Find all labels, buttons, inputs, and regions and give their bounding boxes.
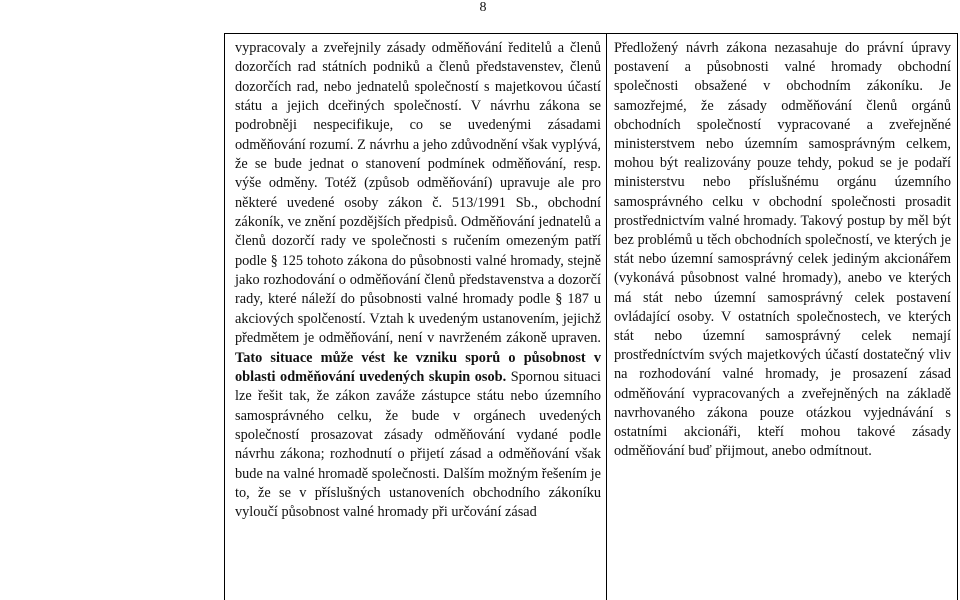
left-text-part-1: vypracovaly a zveřejnily zásady odměňování ředitelů a členů dozorčích rad státních podniků a členů představenstev, členů dozorčích rad, nebo jednatelů společností s majetkovou účastí státu a jejich dceřiných společností. V návrhu zákona se podrobněji nespecifikuje, co se uvedenými zásadami odměňování rozumí. Z návrhu a jeho zdůvodnění však vyplývá, že se bude jednat o stanovení podmínek odměňování, resp. výše odměny. Totéž (způsob odměňování) upravuje ale pro některé uvedené osoby zákon č. 513/1991 Sb., obchodní zákoník, ve znění pozdějších předpisů. Odměňování jednatelů a členů dozorčí rady ve společnosti s ručením omezeným patří podle § 125 tohoto zákona do působnosti valné hromady, stejně jako rozhodování o odměňování členů představenstva a dozorčí rady, které náleží do působnosti valné hromady podle § 187 u akciových spolčeností. Vztah k uvedeným ustanovením, jejichž předmětem je odměňování, není v navrženém zákoně upraven. — [235, 40, 601, 347]
left-text-bold-part: Tato situace může vést ke vzniku sporů o působnost v oblasti odměňování uvedených skupin osob. — [235, 349, 601, 385]
right-column-text: Předložený návrh zákona nezasahuje do právní úpravy postavení a působnosti valné hromady obchodní společnosti obsažené v obchodním zákoníku. Je samozřejmé, že zásady odměňování členů orgánů obchodních společností vypracované a zveřejněné ministerstvem nebo územním samosprávným celkem, mohou být realizovány pouze tehdy, pokud se je podaří ministerstvu nebo příslušnému orgánu územního samosprávného celku v obchodní společnosti prosadit prostřednictvím valné hromady. Takový postup by měl být bez problémů u těch obchodních společností, ve kterých je stát nebo územní samosprávný celek jediným akcionářem (vykonává působnost valné hromady), anebo ve kterých má stát nebo územní samosprávný celek postavení ovládající osoby. V ostatních společnostech, ve kterých stát nebo územní samosprávný celek nemají prostředníctvím svých majetkových účastí dostatečný vliv na rozhodování valné hromady, je prosazení zásad odměňování vypracovaných a zveřejněných na základě navrhovaného zákona pouze otázkou vyjednávání s ostatními akcionáři, kteří mohou takové zásady odměňování buď přijmout, anebo odmítnout. — [614, 40, 951, 460]
left-text-part-3: Spornou situaci lze řešit tak, že zákon zaváže zástupce státu nebo územního samosprávného celku, že bude v orgánech uvedených společností prosazovat zásady odměňování vydané podle návrhu zákona; rozhodnutí o přijetí zásad a odměňování však bude na valné hromadě společnosti. Dalším možným řešením je to, že se v příslušných ustanoveních obchodního zákoníku vyloučí působnost valné hromady při určování zásad — [235, 368, 601, 521]
comparison-table — [224, 33, 958, 600]
left-column-text — [235, 39, 601, 523]
page-number: 8 — [479, 0, 487, 15]
column-divider — [606, 34, 607, 600]
